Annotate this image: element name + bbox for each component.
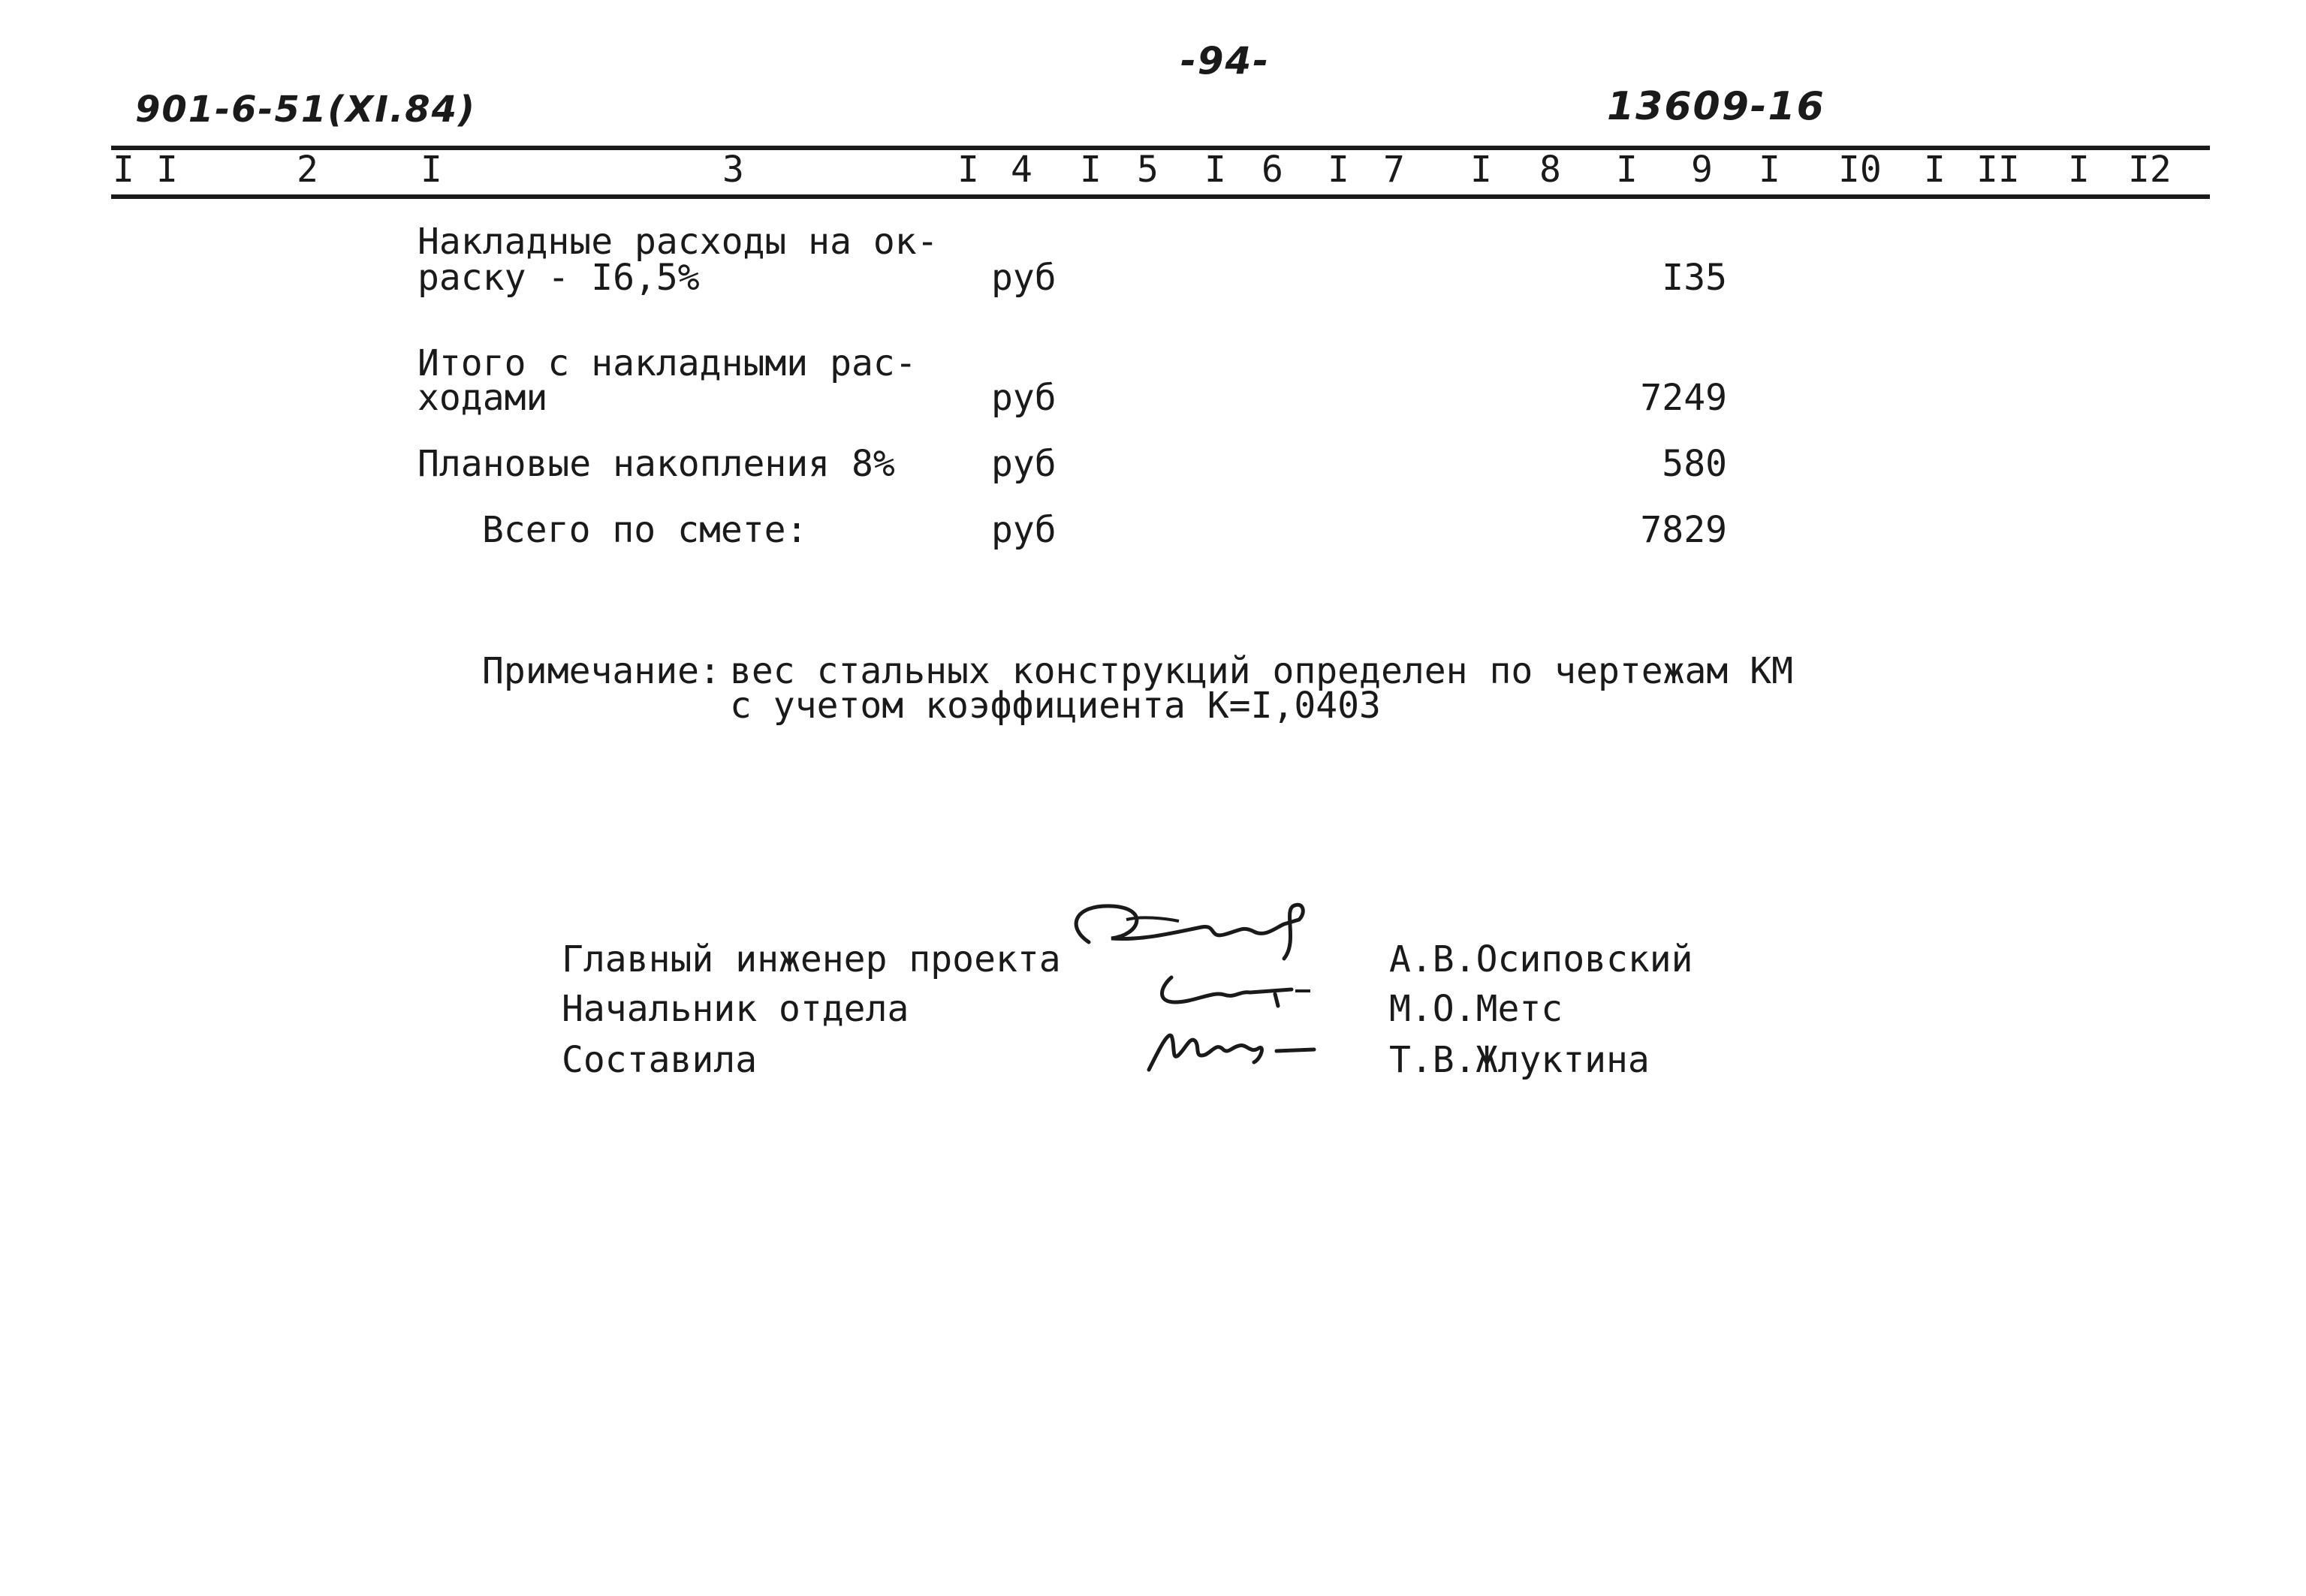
row-description-line1: Итого с накладными рас-	[417, 342, 917, 384]
row-value: 580	[1662, 443, 1727, 485]
column-header-9: 9	[1691, 149, 1713, 191]
signatory-position: Главный инженер проекта	[562, 938, 1061, 980]
column-header-7: 7	[1383, 149, 1405, 191]
row-unit: руб	[991, 377, 1057, 419]
column-header-12: I2	[2128, 149, 2172, 191]
column-separator-1: I	[156, 149, 178, 191]
signatory-name: М.О.Метс	[1389, 988, 1563, 1030]
row-description-line2: раску - I6,5%	[417, 257, 700, 299]
row-description: Плановые накопления 8%	[417, 443, 895, 485]
column-header-4: 4	[1011, 149, 1032, 191]
note-line1: вес стальных конструкций определен по чертежам КМ	[730, 650, 1794, 692]
row-description-line1: Накладные расходы на ок-	[417, 221, 939, 263]
row-unit: руб	[991, 257, 1057, 299]
doc-code-right: 13609-16	[1607, 84, 1825, 129]
column-header-8: 8	[1539, 149, 1561, 191]
signatory-position: Составила	[562, 1039, 758, 1081]
note-label: Примечание:	[482, 650, 721, 692]
row-unit: руб	[991, 509, 1057, 551]
row-unit: руб	[991, 443, 1057, 485]
column-separator-6: I	[1328, 149, 1349, 191]
column-separator-10: I	[1924, 149, 1946, 191]
column-separator-3: I	[957, 149, 979, 191]
note-line2: с учетом коэффициента К=I,0403	[730, 685, 1381, 727]
column-header-6: 6	[1262, 149, 1283, 191]
signatory-name: А.В.Осиповский	[1389, 938, 1693, 980]
signatory-name: Т.В.Жлуктина	[1389, 1039, 1650, 1081]
column-separator-8: I	[1616, 149, 1638, 191]
column-header-1: I	[113, 149, 134, 191]
column-separator-7: I	[1470, 149, 1492, 191]
signature-scribble-icon	[1059, 897, 1344, 965]
signatory-position: Начальник отдела	[562, 988, 909, 1030]
row-value: 7249	[1640, 377, 1727, 419]
column-separator-11: I	[2068, 149, 2090, 191]
column-header-3: 3	[722, 149, 744, 191]
header-rule-bottom	[111, 194, 2210, 199]
row-value: 7829	[1640, 509, 1727, 551]
column-header-10: I0	[1838, 149, 1882, 191]
column-header-5: 5	[1137, 149, 1159, 191]
doc-code-left: 901-6-51(XI.84)	[135, 89, 477, 131]
column-separator-2: I	[421, 149, 442, 191]
column-separator-5: I	[1204, 149, 1226, 191]
column-separator-9: I	[1759, 149, 1780, 191]
signature-scribble-icon	[1141, 968, 1322, 1013]
signature-scribble-icon	[1134, 1025, 1329, 1077]
row-description-line2: ходами	[417, 377, 548, 419]
column-header-2: 2	[297, 149, 318, 191]
page-number: -94-	[1180, 39, 1271, 83]
column-header-11: II	[1976, 149, 2020, 191]
column-separator-4: I	[1080, 149, 1102, 191]
row-value: I35	[1662, 257, 1727, 299]
row-description: Всего по смете:	[482, 509, 808, 551]
